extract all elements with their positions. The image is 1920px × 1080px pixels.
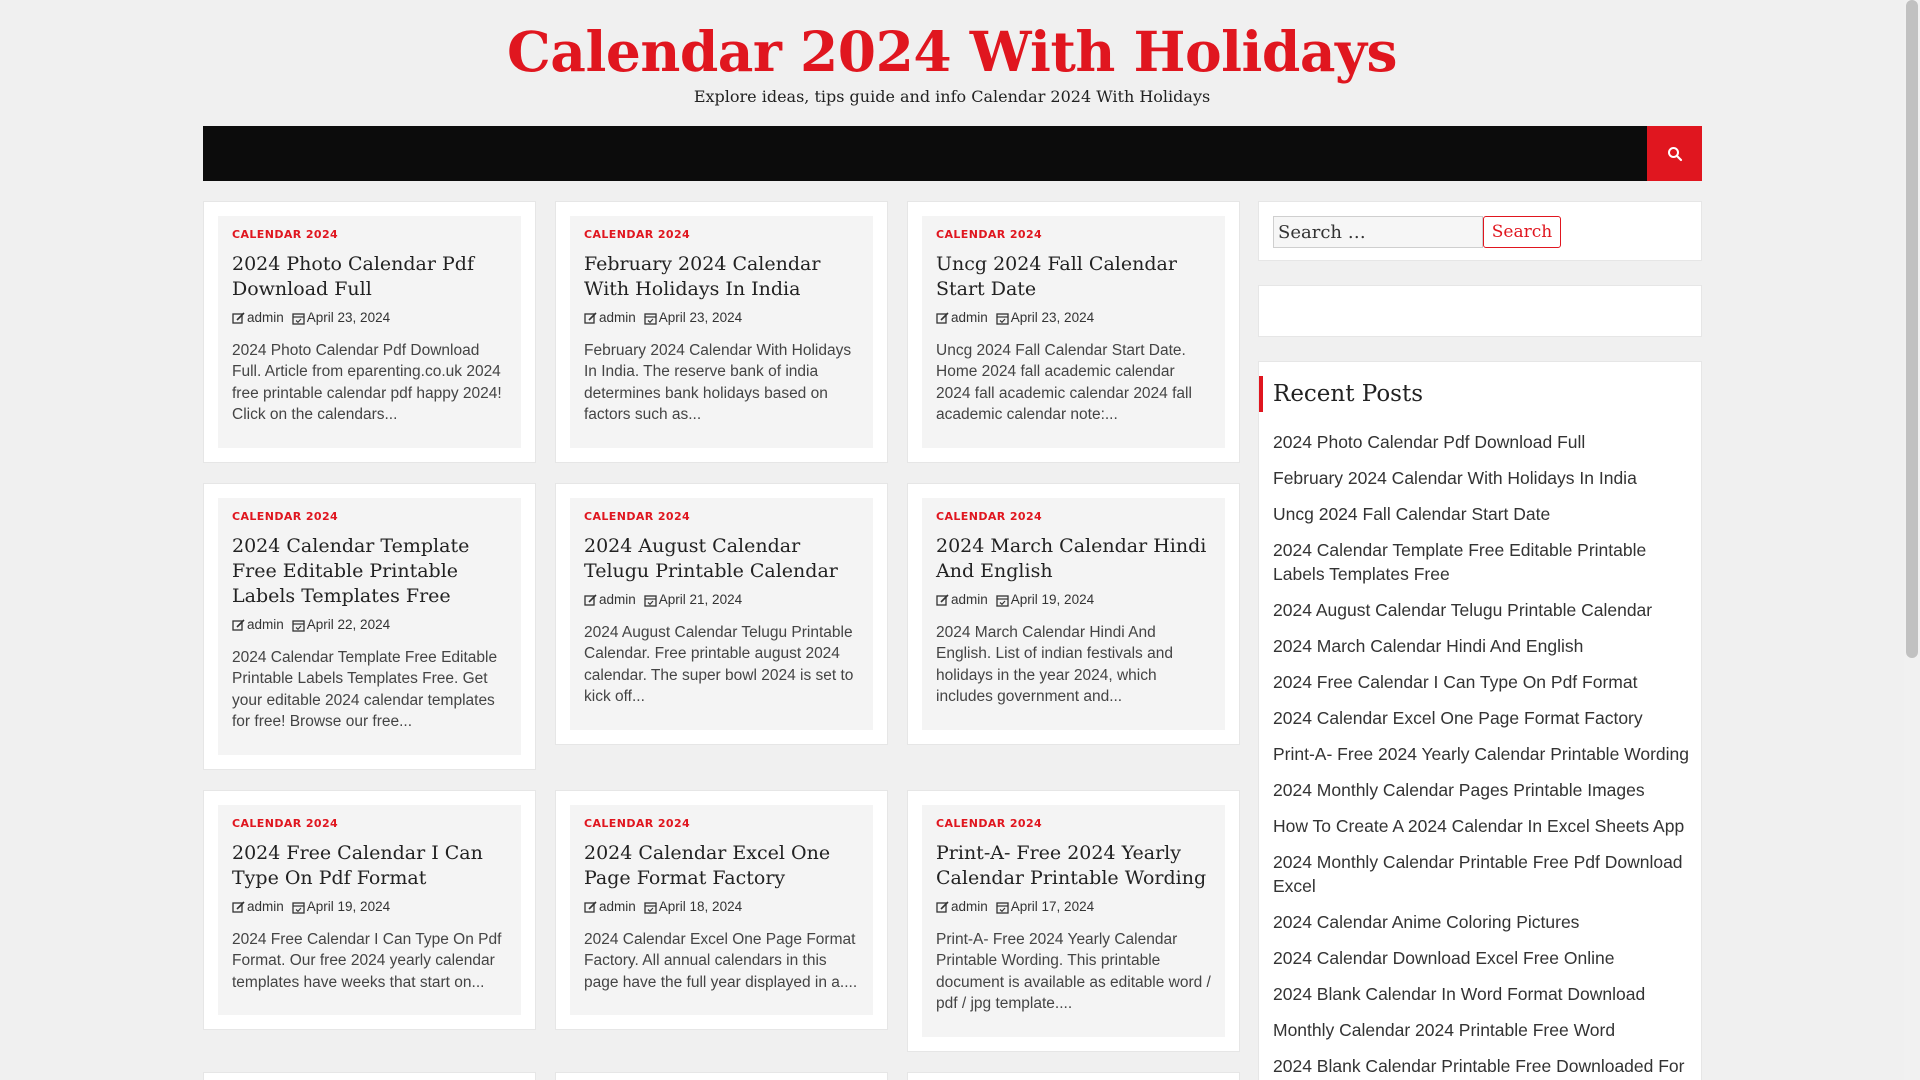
post-card bbox=[203, 1072, 536, 1080]
post-date[interactable]: April 23, 2024 bbox=[292, 310, 390, 326]
post-excerpt: Print-A- Free 2024 Yearly Calendar Printable Wording. This printable document is available as editable word / pdf / jpg template.... bbox=[936, 931, 1211, 1013]
calendar-check-icon bbox=[996, 901, 1009, 914]
empty-widget bbox=[1258, 285, 1702, 337]
search-widget bbox=[1258, 201, 1702, 261]
edit-icon bbox=[584, 312, 597, 325]
recent-posts-widget bbox=[1258, 361, 1702, 1080]
recent-post-link[interactable]: 2024 Calendar Anime Coloring Pictures bbox=[1273, 912, 1580, 932]
post-author[interactable]: admin bbox=[936, 592, 988, 608]
recent-post-link[interactable]: 2024 August Calendar Telugu Printable Calendar bbox=[1273, 600, 1653, 620]
post-excerpt: 2024 Calendar Excel One Page Format Factory. All annual calendars in this page have the full year displayed in a.... bbox=[584, 931, 858, 991]
edit-icon bbox=[936, 901, 949, 914]
post-date[interactable]: April 22, 2024 bbox=[292, 617, 390, 633]
post-author[interactable]: admin bbox=[584, 310, 636, 326]
calendar-check-icon bbox=[644, 594, 657, 607]
post-title[interactable]: February 2024 Calendar With Holidays In India bbox=[584, 253, 821, 300]
main-navigation bbox=[203, 126, 1702, 181]
post-excerpt: 2024 Photo Calendar Pdf Download Full. Article from eparenting.co.uk 2024 free printable calendar pdf happy 2024! Click on the calendars... bbox=[232, 342, 502, 424]
edit-icon bbox=[232, 619, 245, 632]
post-category[interactable]: CALENDAR 2024 bbox=[232, 228, 339, 241]
post-title[interactable]: 2024 Calendar Template Free Editable Printable Labels Templates Free bbox=[232, 535, 470, 607]
post-date[interactable]: April 18, 2024 bbox=[644, 899, 742, 915]
post-title[interactable]: Print-A- Free 2024 Yearly Calendar Printable Wording bbox=[936, 842, 1207, 889]
recent-post-link[interactable]: Uncg 2024 Fall Calendar Start Date bbox=[1273, 504, 1551, 524]
calendar-check-icon bbox=[644, 312, 657, 325]
post-category[interactable]: CALENDAR 2024 bbox=[232, 510, 339, 523]
post-card bbox=[555, 1072, 888, 1080]
post-card bbox=[555, 483, 888, 745]
recent-post-link[interactable]: Print-A- Free 2024 Yearly Calendar Printable Wording bbox=[1273, 744, 1690, 764]
recent-post-link[interactable]: 2024 Blank Calendar In Word Format Download bbox=[1273, 984, 1646, 1004]
calendar-check-icon bbox=[292, 619, 305, 632]
edit-icon bbox=[936, 594, 949, 607]
page-scrollbar[interactable] bbox=[1904, 0, 1920, 1080]
post-category[interactable]: CALENDAR 2024 bbox=[584, 817, 691, 830]
recent-post-link[interactable]: 2024 Free Calendar I Can Type On Pdf Format bbox=[1273, 672, 1638, 692]
post-card bbox=[907, 790, 1240, 1052]
edit-icon bbox=[584, 901, 597, 914]
recent-post-link[interactable]: How To Create A 2024 Calendar In Excel Sheets App bbox=[1273, 816, 1685, 836]
recent-post-link[interactable]: 2024 Blank Calendar Printable Free Downloaded For bbox=[1273, 1056, 1685, 1076]
post-category[interactable]: CALENDAR 2024 bbox=[936, 228, 1043, 241]
post-card bbox=[203, 201, 536, 463]
post-category[interactable]: CALENDAR 2024 bbox=[584, 228, 691, 241]
post-category[interactable]: CALENDAR 2024 bbox=[936, 510, 1043, 523]
post-card bbox=[907, 483, 1240, 745]
search-input[interactable] bbox=[1273, 216, 1483, 248]
calendar-check-icon bbox=[292, 312, 305, 325]
post-author[interactable]: admin bbox=[584, 592, 636, 608]
post-date[interactable]: April 23, 2024 bbox=[996, 310, 1094, 326]
post-category[interactable]: CALENDAR 2024 bbox=[936, 817, 1043, 830]
scrollbar-thumb[interactable] bbox=[1906, 0, 1918, 658]
recent-posts-title: Recent Posts bbox=[1259, 376, 1423, 412]
post-date[interactable]: April 21, 2024 bbox=[644, 592, 742, 608]
post-excerpt: 2024 Calendar Template Free Editable Printable Labels Templates Free. Get your editable 2024 calendar templates for free! Browse our free... bbox=[232, 649, 498, 731]
edit-icon bbox=[936, 312, 949, 325]
post-excerpt: February 2024 Calendar With Holidays In India. The reserve bank of india determines bank holidays based on factors such as... bbox=[584, 342, 852, 424]
post-title[interactable]: 2024 March Calendar Hindi And English bbox=[936, 535, 1207, 582]
recent-post-link[interactable]: 2024 March Calendar Hindi And English bbox=[1273, 636, 1584, 656]
post-card bbox=[203, 483, 536, 770]
post-card bbox=[907, 201, 1240, 463]
site-description: Explore ideas, tips guide and info Calendar 2024 With Holidays bbox=[693, 87, 1211, 106]
post-card bbox=[555, 790, 888, 1030]
edit-icon bbox=[232, 901, 245, 914]
recent-post-link[interactable]: 2024 Calendar Excel One Page Format Factory bbox=[1273, 708, 1643, 728]
post-author[interactable]: admin bbox=[232, 310, 284, 326]
nav-search-button[interactable] bbox=[1647, 126, 1702, 181]
post-title[interactable]: 2024 August Calendar Telugu Printable Calendar bbox=[584, 535, 838, 582]
post-date[interactable]: April 17, 2024 bbox=[996, 899, 1094, 915]
post-author[interactable]: admin bbox=[936, 310, 988, 326]
recent-post-link[interactable]: 2024 Monthly Calendar Pages Printable Images bbox=[1273, 780, 1645, 800]
calendar-check-icon bbox=[292, 901, 305, 914]
calendar-check-icon bbox=[996, 312, 1009, 325]
post-title[interactable]: 2024 Free Calendar I Can Type On Pdf Format bbox=[232, 842, 483, 889]
calendar-check-icon bbox=[996, 594, 1009, 607]
post-excerpt: 2024 March Calendar Hindi And English. List of indian festivals and holidays in the year 2024, which includes government and... bbox=[936, 624, 1173, 706]
search-button[interactable]: Search bbox=[1483, 216, 1561, 248]
recent-post-link[interactable]: February 2024 Calendar With Holidays In India bbox=[1273, 468, 1637, 488]
post-date[interactable]: April 23, 2024 bbox=[644, 310, 742, 326]
post-title[interactable]: 2024 Photo Calendar Pdf Download Full bbox=[232, 253, 474, 300]
post-excerpt: 2024 Free Calendar I Can Type On Pdf Format. Our free 2024 yearly calendar templates have weeks that start on... bbox=[232, 931, 502, 991]
post-author[interactable]: admin bbox=[232, 899, 284, 915]
recent-posts-list bbox=[1273, 430, 1693, 1080]
post-card bbox=[203, 790, 536, 1030]
post-title[interactable]: 2024 Calendar Excel One Page Format Factory bbox=[584, 842, 831, 889]
post-author[interactable]: admin bbox=[936, 899, 988, 915]
post-author[interactable]: admin bbox=[232, 617, 284, 633]
search-icon bbox=[1667, 146, 1683, 162]
site-header bbox=[0, 0, 1904, 120]
post-category[interactable]: CALENDAR 2024 bbox=[232, 817, 339, 830]
post-card bbox=[907, 1072, 1240, 1080]
edit-icon bbox=[232, 312, 245, 325]
recent-post-link[interactable]: 2024 Calendar Template Free Editable Printable Labels Templates Free bbox=[1273, 540, 1647, 584]
post-date[interactable]: April 19, 2024 bbox=[996, 592, 1094, 608]
post-excerpt: 2024 August Calendar Telugu Printable Calendar. Free printable august 2024 calendar. The super bowl 2024 is set to kick off... bbox=[584, 624, 854, 706]
post-date[interactable]: April 19, 2024 bbox=[292, 899, 390, 915]
post-excerpt: Uncg 2024 Fall Calendar Start Date. Home 2024 fall academic calendar 2024 fall academic calendar 2024 fall academic calendar note:... bbox=[936, 342, 1192, 424]
recent-post-link[interactable]: 2024 Photo Calendar Pdf Download Full bbox=[1273, 432, 1586, 452]
recent-post-link[interactable]: 2024 Calendar Download Excel Free Online bbox=[1273, 948, 1615, 968]
calendar-check-icon bbox=[644, 901, 657, 914]
post-category[interactable]: CALENDAR 2024 bbox=[584, 510, 691, 523]
site-title[interactable]: Calendar 2024 With Holidays bbox=[507, 19, 1397, 84]
post-title[interactable]: Uncg 2024 Fall Calendar Start Date bbox=[936, 253, 1177, 300]
post-card bbox=[555, 201, 888, 463]
edit-icon bbox=[584, 594, 597, 607]
post-author[interactable]: admin bbox=[584, 899, 636, 915]
recent-post-link[interactable]: 2024 Monthly Calendar Printable Free Pdf Download Excel bbox=[1273, 852, 1683, 896]
recent-post-link[interactable]: Monthly Calendar 2024 Printable Free Word bbox=[1273, 1020, 1616, 1040]
